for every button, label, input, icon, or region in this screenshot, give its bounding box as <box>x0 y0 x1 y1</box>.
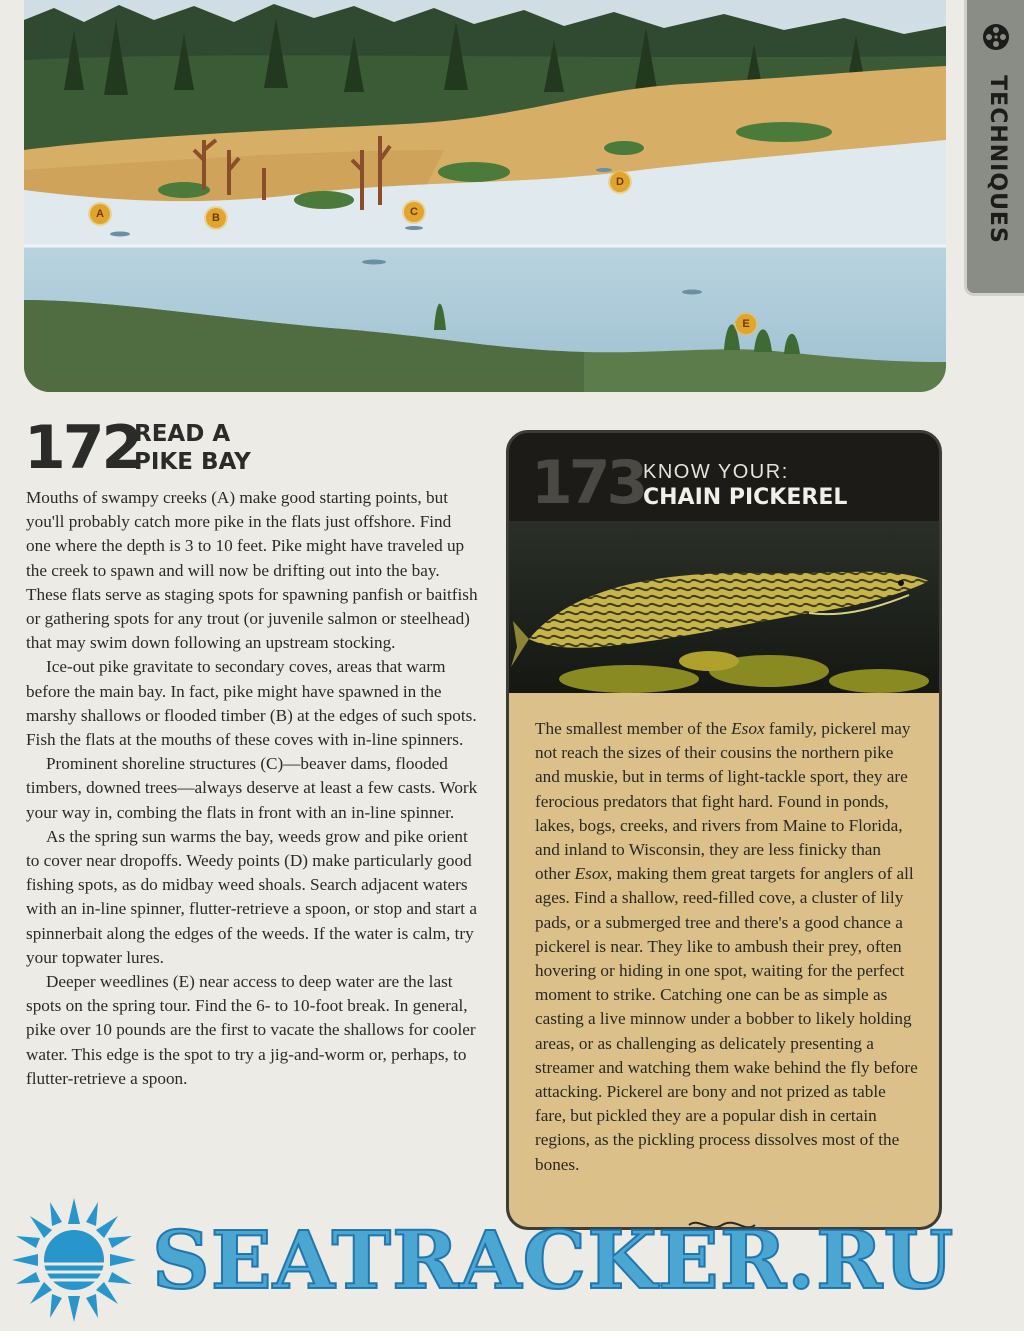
tip-173-text-panel <box>509 693 939 1230</box>
tip-173-number: 173 <box>531 448 645 518</box>
marker-d: D <box>610 172 630 192</box>
tip-173-title: CHAIN PICKEREL <box>643 485 848 510</box>
tip-173-kicker: KNOW YOUR: <box>643 461 789 483</box>
paragraph: Deeper weedlines (E) near access to deep water are the last spots on the spring tour. Find the 6- to 10-foot break. In general, pike over 10 pounds are the first to vacate the shallows for cooler water. This edge is the spot to try a jig-and-worm or, perhaps, to flutter-retrieve a spoon. <box>26 972 476 1088</box>
marker-b: B <box>206 208 226 228</box>
genus-name: Esox <box>731 719 765 738</box>
tip-172-heading <box>24 413 484 483</box>
paragraph: Mouths of swampy creeks (A) make good starting points, but you'll probably catch more pike in the flats just offshore. Find one where the depth is 3 to 10 feet. Pike might have traveled up the creek to spawn and will now be drifting out into the bay. These flats serve as staging spots for spawning panfish or baitfish or gathering spots for any trout (or juvenile salmon or steelhead) that may swim down following an upstream stocking. <box>26 488 478 653</box>
film-reel-icon <box>981 22 1011 52</box>
paragraph: Ice-out pike gravitate to secondary coves, areas that warm before the main bay. In fact, pike might have spawned in the marshy shallows or flooded timber (B) at the edges of such spots. Fish the flats at the mouths of these coves with in-line spinners. <box>26 657 477 750</box>
genus-name: Esox <box>574 864 609 884</box>
marker-a: A <box>90 204 110 224</box>
tip-172-title-line1: READ A <box>134 421 231 447</box>
chain-pickerel-photo <box>509 521 939 693</box>
tip-172-title-line2: PIKE BAY <box>134 449 251 475</box>
body-text: family, pickerel may not reach the sizes of their cousins the northern pike and muskie, but in terms of light-tackle sport, they are ferocious predators that fight hard. Found in ponds, lakes, bogs, creeks, and rivers from Maine to Florida, and inland to Wisconsin, they are less finicky than other <box>535 719 911 884</box>
body-text: The smallest member of the <box>535 719 732 738</box>
section-tab[interactable] <box>964 0 1024 296</box>
section-tab-label: TECHNIQUES <box>984 74 1010 244</box>
tip-172-number: 172 <box>24 413 141 483</box>
tip-173-body <box>535 717 919 1177</box>
paragraph: Prominent shoreline structures (C)—beaver dams, flooded timbers, downed trees—always deserve at least a few casts. Work your way in, combing the flats in front with an in-line spinner. <box>26 754 478 822</box>
marker-c: C <box>404 202 424 222</box>
watermark-text: SEATRACKER.RU <box>152 1213 955 1307</box>
paragraph: As the spring sun warms the bay, weeds grow and pike orient to cover near dropoffs. Weedy points (D) make particularly good fishing spots, as do midbay weed shoals. Search adjacent waters with an in-line spinner, flutter-retrieve a spoon, or stop and start a spinnerbait along the edges of the weeds. If the water is calm, try your topwater lures. <box>26 826 477 967</box>
tip-173-card <box>506 430 942 1230</box>
body-text: , making them great targets for anglers of all ages. Find a shallow, reed-filled cove, a cluster of lily pads, or a submerged tree and there's a good chance a pickerel is near. They like to ambush their prey, often hovering or hiding in one spot, waiting for the perfect moment to strike. Catching one can be as simple as casting a live minnow under a bobber to likely holding areas, or as challenging as delicately presenting a streamer and watching them wake behind the fly before attacking. Pickerel are bony and not prized as table fare, but pickled they are a popular dish in certain regions, as the pickling process dissolves most of the bones. <box>535 864 918 1174</box>
pike-bay-illustration <box>24 0 946 392</box>
pike-bay-scene <box>24 0 946 392</box>
marker-e: E <box>736 314 756 334</box>
tip-172-title <box>134 420 251 476</box>
tip-172-body <box>26 486 478 1091</box>
